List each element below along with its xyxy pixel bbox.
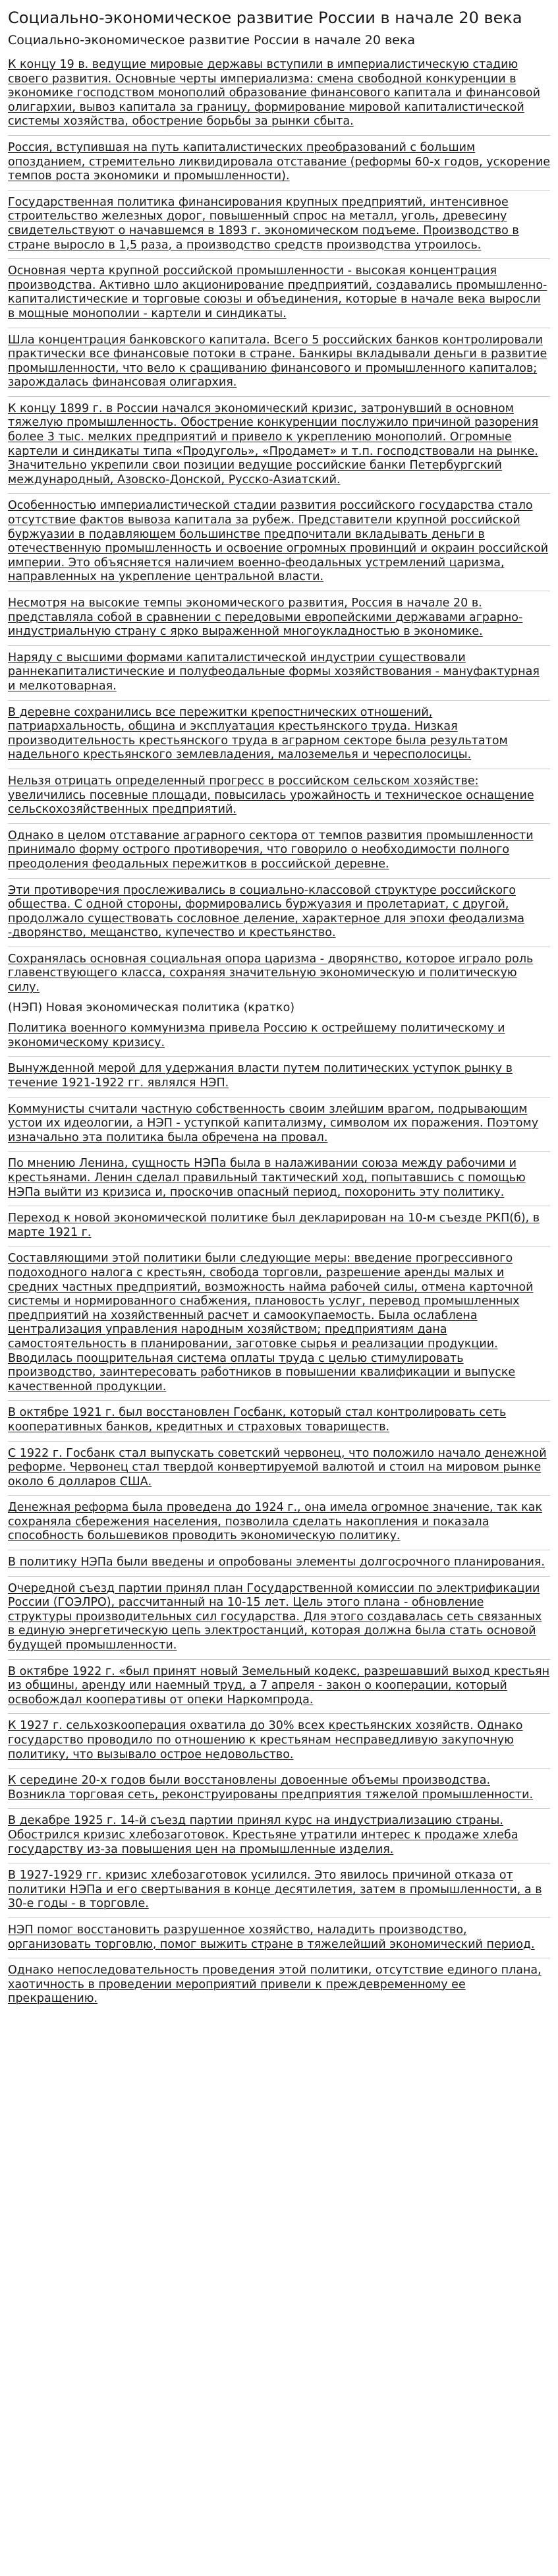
page-title: Социально-экономическое развитие России в начале 20 века [8,9,522,27]
paragraph-link-text[interactable]: В 1927-1929 гг. кризис хлебозаготовок усилился. Это явилось причиной отказа от политики НЭПа и его свертывания в конце десятилетия, затем в промышленности, а в 30-е годы - в торговле. [8,1869,542,1911]
paragraph-link-text[interactable]: Составляющими этой политики были следующие меры: введение прогрессивного подоходного налога с крестьян, свобода торговли, разрешение аренды малых и средних частных предприятий, возможность найма рабочей силы, отмена карточной системы и нормированного снабжения, плановость услуг, перевод промышленных предприятий на хозяйственный расчет и самоокупаемость. Была ослаблена централизация управления народным хозяйством; предприятиям дана самостоятельность в планировании, заготовке сырья и реализации продукции. Вводилась поощрительная система оплаты труда с целью стимулировать производство, заинтересовать работников в повышении квалификации и выпуске качественной продукции. [8,1252,534,1393]
paragraphs-part1 [8,58,550,995]
paragraph [8,58,550,129]
paragraph-link-text[interactable]: Однако в целом отставание аграрного сектора от темпов развития промышленности принимало форму острого противоречия, что говорило о необходимости полного преодоления феодальных пережитков в российской деревне. [8,829,534,871]
paragraph-divider [8,396,550,397]
paragraph [8,1501,550,1544]
paragraph [8,952,550,995]
paragraph [8,196,550,252]
paragraph [8,1814,550,1857]
paragraph [8,1964,550,2006]
paragraph [8,829,550,872]
paragraph [8,1719,550,1762]
paragraph [8,706,550,763]
paragraph-divider [8,1713,550,1714]
paragraph-link-text[interactable]: В декабре 1925 г. 14-й съезд партии принял курс на индустриализацию страны. Обострился кризис хлебозаготовок. Крестьяне утратили интерес к продаже хлеба государству из-за повышения цен на промышленные изделия. [8,1814,518,1856]
paragraph [8,499,550,585]
paragraph [8,1665,550,1708]
paragraph [8,775,550,817]
paragraph-link-text[interactable]: Особенностью империалистической стадии развития российского государства стало отсутствие фактов вывоза капитала за рубеж. Представители крупной российской буржуазии в подавляющем большинстве предпочитали вкладывать деньги в отечественную промышленность и освоение огромных провинций и окраин российской империи. Это объясняется наличием военно-феодальных устремлений царизма, направленных на укрепление центральной власти. [8,499,549,584]
paragraph-divider [8,1056,550,1057]
paragraph [8,597,550,639]
paragraph-link-text[interactable]: С 1922 г. Госбанк стал выпускать советский червонец, что положило начало денежной реформе. Червонец стал твердой конвертируемой валютой и стоил на мировом рынке около 6 долларов США. [8,1446,547,1488]
paragraph-divider [8,1768,550,1769]
page-subtitle: Социально-экономическое развитие России в начале 20 века [8,33,415,47]
paragraph-link-text[interactable]: НЭП помог восстановить разрушенное хозяйство, наладить производство, организовать торговлю, помог выжить стране в тяжелейший экономический период. [8,1923,535,1951]
paragraph-divider [8,1576,550,1577]
paragraph-link-text[interactable]: Политика военного коммунизма привела Россию к острейшему политическому и экономическому кризису. [8,1022,505,1049]
paragraph-link-text[interactable]: Нельзя отрицать определенный прогресс в российском сельском хозяйстве: увеличились посевные площади, повысилась урожайность и техническое оснащение сельскохозяйственных предприятий. [8,774,534,817]
paragraph [8,1447,550,1490]
paragraph-divider [8,700,550,701]
paragraph [8,1212,550,1240]
paragraph-link-text[interactable]: Несмотря на высокие темпы экономического развития, Россия в начале 20 в. представляла собой в сравнении с передовыми европейскими державами аграрно-индустриальную страну с ярко выраженной многоукладностью в экономике. [8,597,523,639]
section-heading-nep: (НЭП) Новая экономическая политика (кратко) [8,1001,295,1014]
paragraph-divider [8,878,550,879]
paragraph [8,1869,550,1912]
paragraph [8,1406,550,1434]
paragraph-link-text[interactable]: К концу 1899 г. в России начался экономический кризис, затронувший в основном тяжелую промышленность. Обострение конкуренции послужило причиной разорения более 3 тыс. мелких предприятий и привело к укреплению монополий. Огромные картели и синдикаты типа «Продуголь», «Продамет» и т.п. господствовали на рынке. Значительно укрепили свои позиции ведущие российские банки Петербургский международный, Азовско-Донской, Русско-Азиатский. [8,401,539,486]
paragraph [8,1103,550,1146]
paragraph-link-text[interactable]: Однако непоследовательность проведения этой политики, отсутствие единого плана, хаотичность в проведении мероприятий привели к преждевременному ее прекращению. [8,1964,542,2006]
paragraph [8,141,550,184]
paragraph [8,1582,550,1653]
paragraph-divider [8,1917,550,1918]
paragraph-link-text[interactable]: По мнению Ленина, сущность НЭПа была в налаживании союза между рабочими и крестьянами. Ленин сделал правильный тактический ход, попытавшись с помощью НЭПа выйти из кризиса и, проскочив опасный период, похоронить эту политику. [8,1157,526,1199]
paragraph-link-text[interactable]: Наряду с высшими формами капиталистической индустрии существовали раннекапиталистические и полуфеодальные формы хозяйствования - мануфактурная и мелкотоварная. [8,651,540,693]
paragraph [8,1556,550,1570]
paragraph-link-text[interactable]: В политику НЭПа были введены и опробованы элементы долгосрочного планирования. [8,1556,545,1569]
paragraph-link-text[interactable]: Сохранялась основная социальная опора царизма - дворянство, которое играло роль главенствующего класса, сохраняя значительную экономическую и политическую силу. [8,952,534,995]
paragraph-divider [8,135,550,136]
paragraph-link-text[interactable]: Вынужденной мерой для удержания власти путем политических уступок рынку в течение 1921-1922 гг. являлся НЭП. [8,1062,513,1090]
paragraph [8,1252,550,1394]
paragraph-divider [8,1151,550,1152]
paragraph [8,1062,550,1090]
paragraph-link-text[interactable]: К 1927 г. сельхозкооперация охватила до 30% всех крестьянских хозяйств. Однако государство проводило по отношению к крестьянам несправедливую закупочную политику, что вызывало острое недовольство. [8,1719,523,1761]
paragraph [8,1022,550,1050]
paragraph-link-text[interactable]: К концу 19 в. ведущие мировые державы вступили в империалистическую стадию своего развития. Основные черты империализма: смена свободной конкуренции в экономике господством монополий образование финансового капитала и финансовой олигархии, вывоз капитала за границу, формирование мировой капиталистической системы хозяйства, обострение борьбы за рынки сбыта. [8,58,540,129]
paragraph [8,402,550,488]
paragraph-divider [8,493,550,494]
paragraph-link-text[interactable]: В деревне сохранились все пережитки крепостнических отношений, патриархальность, община и эксплуатация крестьянского труда. Низкая производительность крестьянского труда в аграрном секторе была результатом надельного крестьянского землевладения, малоземелья и чересполосицы. [8,705,508,762]
paragraph-divider [8,258,550,259]
paragraph-link-text[interactable]: Эти противоречия прослеживались в социально-классовой структуре российского общества. С одной стороны, формировались буржуазия и пролетариат, с другой, продолжало существовать сословное деление, характерное для эпохи феодализма -дворянство, мещанство, купечество и крестьянство. [8,883,525,940]
paragraph-divider [8,1808,550,1809]
paragraph-link-text[interactable]: В октябре 1922 г. «был принят новый Земельный кодекс, разрешавший выход крестьян из общины, аренду или наемный труд, а 7 апреля - закон о кооперации, который освобождал кооперативы от опеки Наркомпрода. [8,1664,550,1707]
paragraph-link-text[interactable]: Шла концентрация банковского капитала. Всего 5 российских банков контролировали практически все финансовые потоки в стране. Банкиры вкладывали деньги в развитие промышленности, что вело к сращиванию финансового и промышленного капиталов; зарождалась финансовая олигархия. [8,333,547,390]
paragraph-divider [8,1400,550,1401]
paragraph-link-text[interactable]: В октябре 1921 г. был восстановлен Госбанк, который стал контролировать сеть кооперативных банков, кредитных и страховых товариществ. [8,1406,507,1434]
paragraph [8,651,550,694]
paragraph [8,1157,550,1200]
paragraph-link-text[interactable]: К середине 20-х годов были восстановлены довоенные объемы производства. Возникла торговая сеть, реконструированы предприятия тяжелой промышленности. [8,1774,534,1801]
paragraph-divider [8,1659,550,1660]
paragraph-link-text[interactable]: Переход к новой экономической политике был декларирован на 10-м съезде РКП(б), в марте 1921 г. [8,1212,540,1239]
paragraph [8,264,550,321]
paragraph-divider [8,1097,550,1098]
paragraph-link-text[interactable]: Государственная политика финансирования крупных предприятий, интенсивное строительство железных дорог, повышенный спрос на металл, уголь, древесину свидетельствуют о начавшемся в 1893 г. экономическом подъеме. Производство в стране выросло в 1,5 раза, а производство средств производства утроилось. [8,195,519,252]
paragraph-link-text[interactable]: Денежная реформа была проведена до 1924 г., она имела огромное значение, так как сохраняла сбережения населения, позволила сделать накопления и показала способность большевиков проводить экономическую политику. [8,1501,543,1543]
paragraph-divider [8,823,550,824]
paragraph-divider [8,1495,550,1496]
paragraph-link-text[interactable]: Основная черта крупной российской промышленности - высокая концентрация производства. Активно шло акционирование предприятий, создавались промышленно-капиталистические и торговые союзы и объединения, которые в начале века выросли в мощные монополии - картели и синдикаты. [8,264,547,320]
paragraph [8,334,550,390]
paragraph-link-text[interactable]: Россия, вступившая на путь капиталистических преобразований с большим опозданием, стремительно ликвидировала отставание (реформы 60-х годов, ускорение темпов роста экономики и промышленности). [8,140,550,183]
paragraph-divider [8,1441,550,1442]
paragraph [8,884,550,941]
paragraph-link-text[interactable]: Коммунисты считали частную собственность своим злейшим врагом, подрывающим устои их идеологии, а НЭП - уступкой капитализму, символом их поражения. Поэтому изначально эта политика была обречена на провал. [8,1102,539,1144]
paragraph-divider [8,645,550,646]
paragraph [8,1774,550,1802]
paragraph [8,1923,550,1952]
paragraph-link-text[interactable]: Очередной съезд партии принял план Государственной комиссии по электрификации России (ГОЭЛРО), рассчитанный на 10-15 лет. Цель этого плана - обновление структуры производительных сил государства. Для этого создавалась сеть связанных в единую энергетическую цепь электростанций, которая должна была стать основой будущей промышленности. [8,1581,542,1653]
paragraphs-part2 [8,1022,550,2006]
